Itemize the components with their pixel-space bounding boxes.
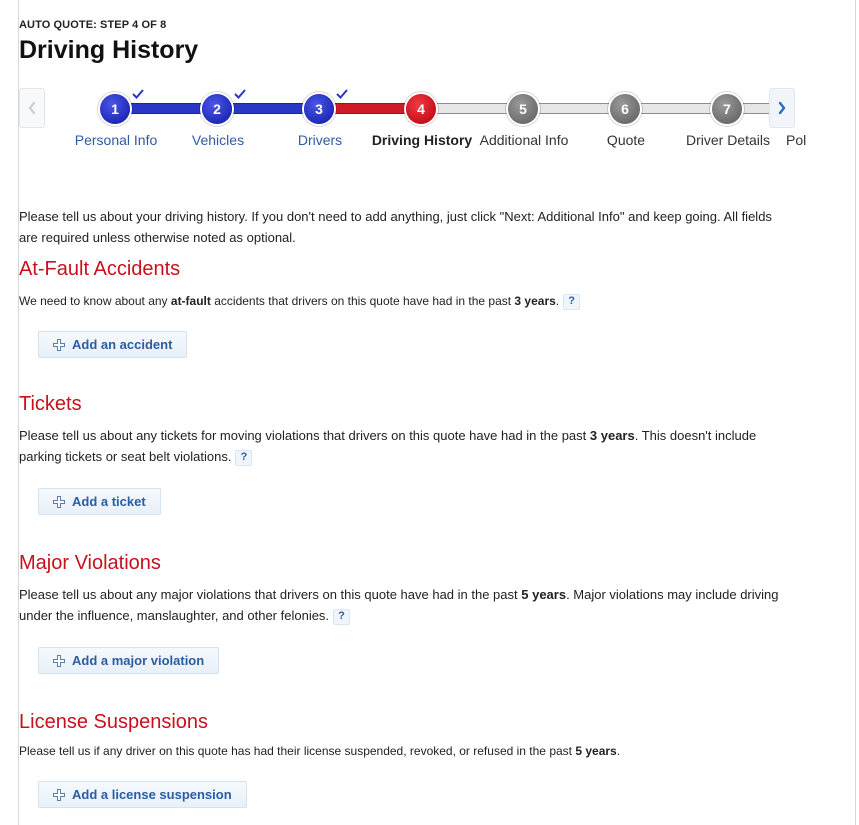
- plus-icon: [53, 496, 65, 508]
- major-violations-description: Please tell us about any major violations that drivers on this quote have had in the past 5 years. Major violations may include driving under the influence, manslaughter, and other felonies. ?: [19, 587, 779, 623]
- add-major-violation-button[interactable]: Add a major violation: [38, 647, 219, 674]
- add-accident-button[interactable]: Add an accident: [38, 331, 187, 358]
- checkmark-icon: [132, 89, 144, 99]
- tickets-description: Please tell us about any tickets for moving violations that drivers on this quote have had in the past 3 years. This doesn't include parking tickets or seat belt violations. ?: [19, 428, 757, 464]
- step-2-label[interactable]: Vehicles: [191, 132, 245, 148]
- license-suspensions-description: Please tell us if any driver on this quote has had their license suspended, revoked, or refused in the past 5 years.: [19, 744, 621, 758]
- step-indicator-label: AUTO QUOTE: STEP 4 OF 8: [19, 19, 167, 31]
- step-4-circle: 4: [406, 94, 436, 124]
- step-6-label: Quote: [606, 132, 646, 148]
- chevron-right-icon: [777, 101, 787, 115]
- page-title: Driving History: [19, 36, 199, 64]
- step-1-circle[interactable]: 1: [100, 94, 130, 124]
- plus-icon: [53, 655, 65, 667]
- progress-tracker: [19, 86, 807, 156]
- step-6-circle: 6: [610, 94, 640, 124]
- accidents-help-button[interactable]: ?: [563, 294, 580, 310]
- add-license-suspension-button[interactable]: Add a license suspension: [38, 781, 247, 808]
- step-4-label: Driving History: [371, 132, 473, 148]
- accidents-heading: At-Fault Accidents: [19, 258, 181, 280]
- tracker-steps: [46, 86, 807, 156]
- step-7-label: Driver Details: [685, 132, 771, 148]
- license-suspensions-heading: License Suspensions: [19, 711, 209, 733]
- step-8-label: Pol: [786, 132, 807, 148]
- tracker-next-button[interactable]: [769, 88, 795, 128]
- step-5-label: Additional Info: [479, 132, 569, 148]
- major-violations-heading: Major Violations: [19, 552, 161, 574]
- track-segment-4-5: [422, 103, 522, 114]
- step-1-label[interactable]: Personal Info: [74, 132, 158, 148]
- step-2-circle[interactable]: 2: [202, 94, 232, 124]
- plus-icon: [53, 789, 65, 801]
- step-7-circle: 7: [712, 94, 742, 124]
- track-segment-6-7: [626, 103, 726, 114]
- track-segment-5-6: [524, 103, 624, 114]
- accidents-description: We need to know about any at-fault accidents that drivers on this quote have had in the past 3 years. ?: [19, 291, 789, 312]
- intro-text: Please tell us about your driving history. If you don't need to add anything, just click "Next: Additional Info" and keep going. All fields are required unless otherwise noted as optional.: [19, 209, 772, 245]
- tickets-help-button[interactable]: ?: [235, 450, 252, 466]
- tracker-prev-button[interactable]: [19, 88, 45, 128]
- chevron-left-icon: [27, 101, 37, 115]
- checkmark-icon: [336, 89, 348, 99]
- track-segment-1-2: [116, 103, 216, 114]
- step-3-label[interactable]: Drivers: [297, 132, 343, 148]
- track-segment-3-4: [320, 103, 420, 114]
- major-violations-help-button[interactable]: ?: [333, 609, 350, 625]
- add-ticket-button[interactable]: Add a ticket: [38, 488, 161, 515]
- checkmark-icon: [234, 89, 246, 99]
- plus-icon: [53, 339, 65, 351]
- tickets-heading: Tickets: [19, 393, 82, 415]
- step-5-circle: 5: [508, 94, 538, 124]
- step-3-circle[interactable]: 3: [304, 94, 334, 124]
- track-segment-2-3: [218, 103, 318, 114]
